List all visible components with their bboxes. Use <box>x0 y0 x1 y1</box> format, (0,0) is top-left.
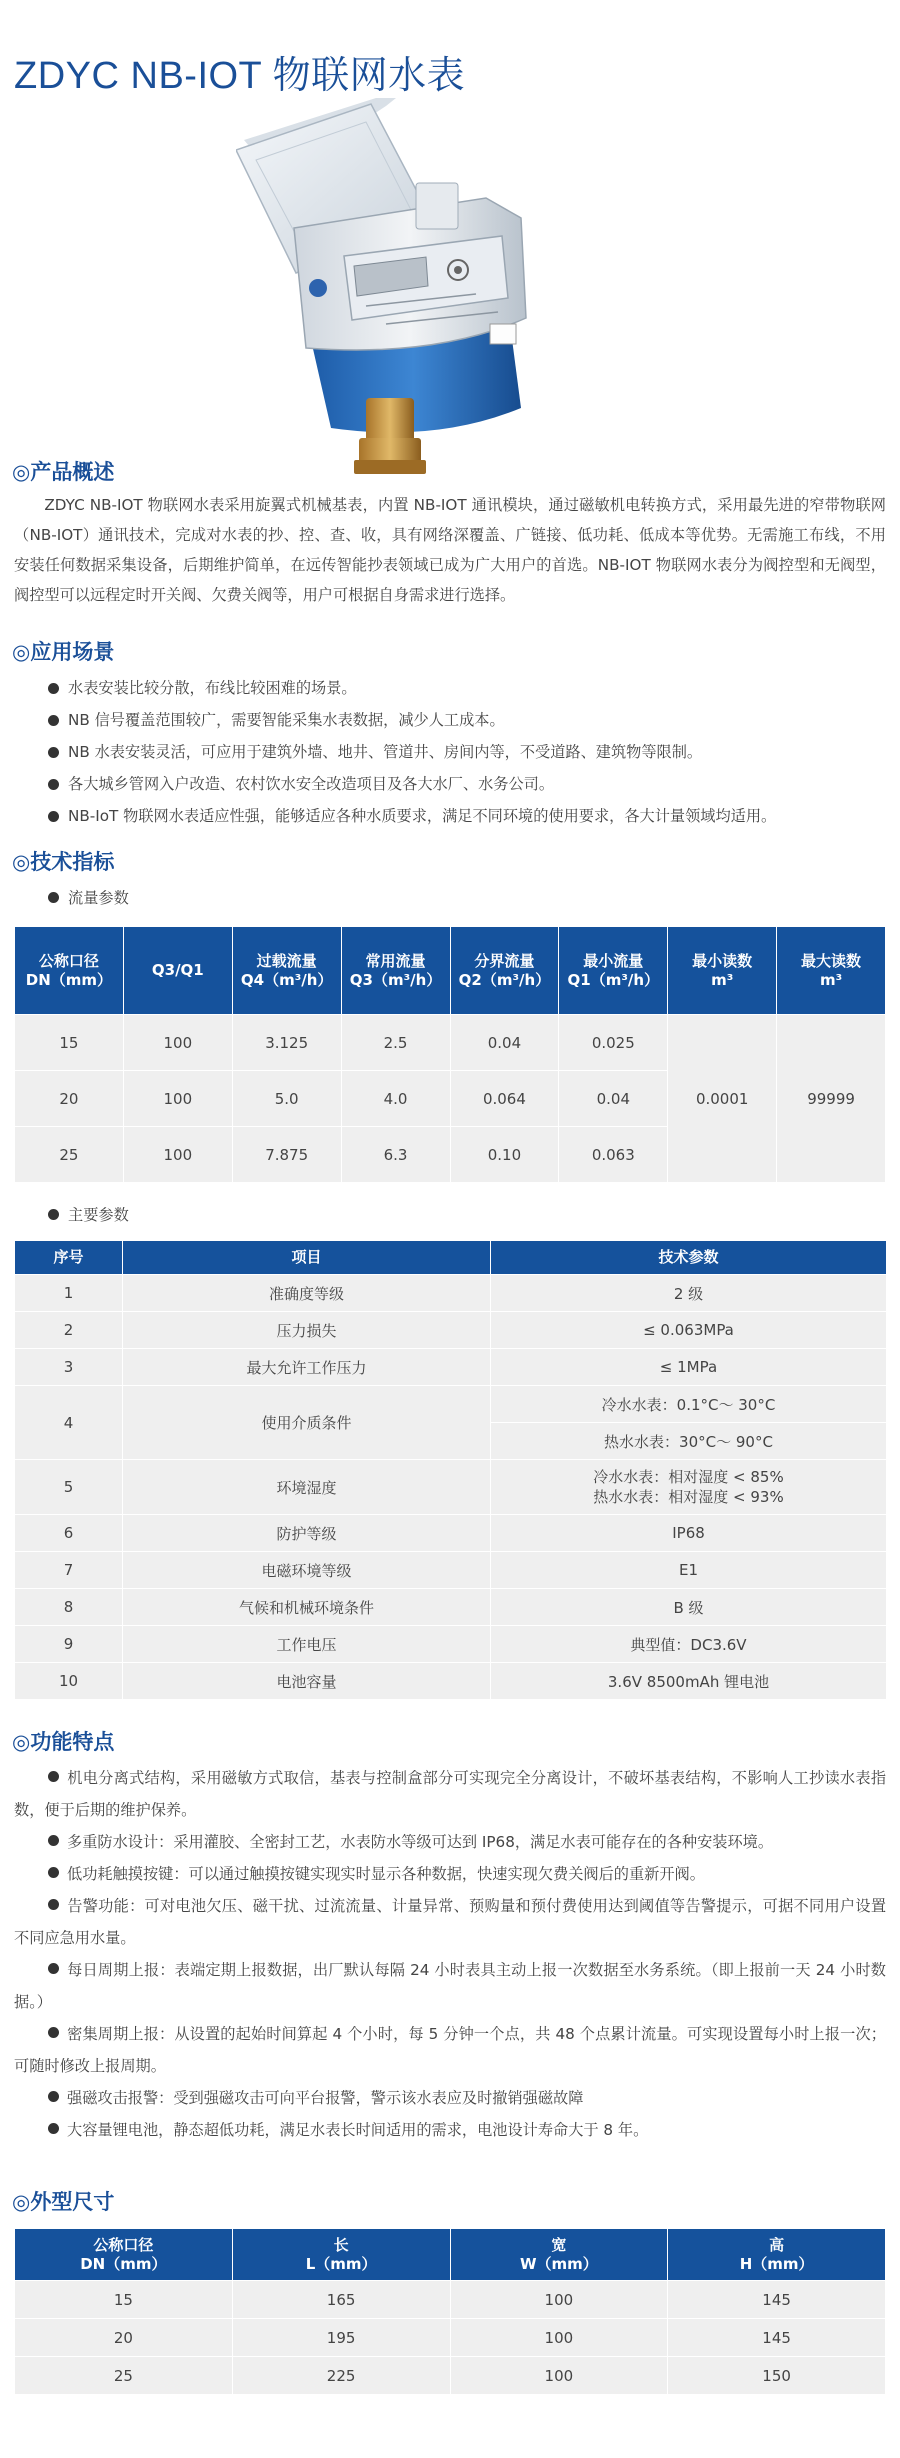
col-item: 项目 <box>123 1241 491 1275</box>
dimensions-table <box>14 2228 886 2395</box>
cell: 8 <box>15 1589 123 1626</box>
col-min-reading: 最小读数 m³ <box>668 927 777 1015</box>
feature-list <box>14 1762 886 2146</box>
cell: 150 <box>668 2357 886 2395</box>
cell: 100 <box>450 2281 668 2319</box>
cell: 7.875 <box>232 1127 341 1183</box>
table-row <box>15 1015 886 1071</box>
cell: 最大允许工作压力 <box>123 1349 491 1386</box>
cell: 电池容量 <box>123 1663 491 1700</box>
table-row <box>15 1275 887 1312</box>
cell: 5 <box>15 1460 123 1515</box>
cell: 环境湿度 <box>123 1460 491 1515</box>
table-row <box>15 2281 886 2319</box>
cell: 10 <box>15 1663 123 1700</box>
scenario-list <box>48 672 898 832</box>
cell: 25 <box>15 1127 124 1183</box>
cell: 9 <box>15 1626 123 1663</box>
list-item: 低功耗触摸按键：可以通过触摸按键实现实时显示各种数据，快速实现欠费关阀后的重新开阀。 <box>14 1858 886 1890</box>
table-header-row <box>15 2229 886 2281</box>
flow-params-label: 流量参数 <box>48 887 129 908</box>
cell: 145 <box>668 2281 886 2319</box>
cell: 0.025 <box>559 1015 668 1071</box>
cell: E1 <box>491 1552 887 1589</box>
cell: 2.5 <box>341 1015 450 1071</box>
bullet-icon <box>48 2123 59 2134</box>
table-row <box>15 1663 887 1700</box>
cell: 电磁环境等级 <box>123 1552 491 1589</box>
cell: 防护等级 <box>123 1515 491 1552</box>
col-length: 长 L（mm） <box>232 2229 450 2281</box>
table-row <box>15 1460 887 1515</box>
overview-text: ZDYC NB-IOT 物联网水表采用旋翼式机械基表，内置 NB-IOT 通讯模块，通过磁敏机电转换方式，采用最先进的窄带物联网（NB-IOT）通讯技术，完成对水表的抄、控、查、收，具有网络深覆盖、广链接、低功耗、低成本等优势。无需施工布线，不用安装任何数据采集设备，后期维护简单，在远传智能抄表领域已成为广大用户的首选。NB-IOT 物联网水表分为阀控型和无阀型，阀控型可以远程定时开关阀、欠费关阀等，用户可根据自身需求进行选择。 <box>14 496 886 604</box>
page-title: ZDYC NB-IOT 物联网水表 <box>14 55 466 97</box>
table-row <box>15 2319 886 2357</box>
main-params-table <box>14 1240 887 1700</box>
cell: 0.04 <box>559 1071 668 1127</box>
col-value: 技术参数 <box>491 1241 887 1275</box>
cell: 4 <box>15 1386 123 1460</box>
section-title-specs: ◎技术指标 <box>12 850 115 874</box>
cell: 气候和机械环境条件 <box>123 1589 491 1626</box>
col-q2: 分界流量 Q2（m³/h） <box>450 927 559 1015</box>
cell: 3.6V 8500mAh 锂电池 <box>491 1663 887 1700</box>
list-item: NB 水表安装灵活，可应用于建筑外墙、地井、管道井、房间内等，不受道路、建筑物等限制。 <box>48 736 898 768</box>
cell: 20 <box>15 2319 233 2357</box>
cell: 4.0 <box>341 1071 450 1127</box>
cell: 2 <box>15 1312 123 1349</box>
cell: 195 <box>232 2319 450 2357</box>
col-q1: 最小流量 Q1（m³/h） <box>559 927 668 1015</box>
cell: 145 <box>668 2319 886 2357</box>
flow-params-table <box>14 926 886 1183</box>
col-q4: 过载流量 Q4（m³/h） <box>232 927 341 1015</box>
bullet-icon <box>48 2091 59 2102</box>
table-row <box>15 2357 886 2395</box>
cell: 0.064 <box>450 1071 559 1127</box>
section-title-features: ◎功能特点 <box>12 1730 115 1754</box>
list-item: 多重防水设计：采用灌胶、全密封工艺，水表防水等级可达到 IP68，满足水表可能存在的各种安装环境。 <box>14 1826 886 1858</box>
cell: 100 <box>123 1071 232 1127</box>
bullet-icon <box>48 1963 59 1974</box>
main-params-label: 主要参数 <box>48 1204 129 1225</box>
table-row <box>15 1626 887 1663</box>
cell: ≤ 0.063MPa <box>491 1312 887 1349</box>
cell: 225 <box>232 2357 450 2395</box>
list-item: NB-IoT 物联网水表适应性强，能够适应各种水质要求，满足不同环境的使用要求，各大计量领域均适用。 <box>48 800 898 832</box>
cell: 25 <box>15 2357 233 2395</box>
bullet-icon <box>48 1867 59 1878</box>
bullet-icon <box>48 1899 59 1910</box>
section-title-dimensions: ◎外型尺寸 <box>12 2190 115 2214</box>
table-row <box>15 1589 887 1626</box>
cell: 100 <box>450 2319 668 2357</box>
col-width: 宽 W（mm） <box>450 2229 668 2281</box>
col-height: 高 H（mm） <box>668 2229 886 2281</box>
cell: 0.04 <box>450 1015 559 1071</box>
col-max-reading: 最大读数 m³ <box>777 927 886 1015</box>
cell: 20 <box>15 1071 124 1127</box>
cell: 压力损失 <box>123 1312 491 1349</box>
bullet-icon <box>48 1835 59 1846</box>
col-dn: 公称口径 DN（mm） <box>15 2229 233 2281</box>
bullet-icon <box>48 2027 59 2038</box>
table-row <box>15 1386 887 1423</box>
cell: 100 <box>123 1127 232 1183</box>
cell: 100 <box>450 2357 668 2395</box>
cell: 6.3 <box>341 1127 450 1183</box>
cell: 0.10 <box>450 1127 559 1183</box>
cell: 冷水水表：相对湿度 < 85% 热水水表：相对湿度 < 93% <box>491 1460 887 1515</box>
list-item: 机电分离式结构，采用磁敏方式取信，基表与控制盒部分可实现完全分离设计，不破坏基表结构，不影响人工抄读水表指数，便于后期的维护保养。 <box>14 1769 886 1819</box>
cell: 典型值：DC3.6V <box>491 1626 887 1663</box>
table-row <box>15 1515 887 1552</box>
col-no: 序号 <box>15 1241 123 1275</box>
col-dn: 公称口径 DN（mm） <box>15 927 124 1015</box>
col-q3: 常用流量 Q3（m³/h） <box>341 927 450 1015</box>
cell: 准确度等级 <box>123 1275 491 1312</box>
cell: B 级 <box>491 1589 887 1626</box>
col-q3q1: Q3/Q1 <box>123 927 232 1015</box>
cell: 2 级 <box>491 1275 887 1312</box>
table-row <box>15 1312 887 1349</box>
min-reading-cell: 0.0001 <box>668 1015 777 1183</box>
cell: 165 <box>232 2281 450 2319</box>
section-title-scenarios: ◎应用场景 <box>12 640 115 664</box>
table-header-row <box>15 927 886 1015</box>
cell: 3.125 <box>232 1015 341 1071</box>
list-item: 告警功能：可对电池欠压、磁干扰、过流流量、计量异常、预购量和预付费使用达到阈值等告警提示，可据不同用户设置不同应急用水量。 <box>14 1897 886 1947</box>
list-item: 大容量锂电池，静态超低功耗，满足水表长时间适用的需求，电池设计寿命大于 8 年。 <box>14 2114 886 2146</box>
cell: IP68 <box>491 1515 887 1552</box>
bullet-icon <box>48 1771 59 1782</box>
cell: 7 <box>15 1552 123 1589</box>
list-item: NB 信号覆盖范围较广，需要智能采集水表数据，减少人工成本。 <box>48 704 898 736</box>
table-row <box>15 1349 887 1386</box>
list-item: 强磁攻击报警：受到强磁攻击可向平台报警，警示该水表应及时撤销强磁故障 <box>14 2082 886 2114</box>
cell: 工作电压 <box>123 1626 491 1663</box>
list-item: 密集周期上报：从设置的起始时间算起 4 个小时，每 5 分钟一个点，共 48 个点累计流量。可实现设置每小时上报一次；可随时修改上报周期。 <box>14 2025 886 2075</box>
cell: 15 <box>15 1015 124 1071</box>
cell: 100 <box>123 1015 232 1071</box>
cell: 6 <box>15 1515 123 1552</box>
table-header-row <box>15 1241 887 1275</box>
cell: 0.063 <box>559 1127 668 1183</box>
cell: 15 <box>15 2281 233 2319</box>
cell: 3 <box>15 1349 123 1386</box>
table-row <box>15 1552 887 1589</box>
max-reading-cell: 99999 <box>777 1015 886 1183</box>
cell: ≤ 1MPa <box>491 1349 887 1386</box>
water-meter-image <box>236 98 566 478</box>
list-item: 各大城乡管网入户改造、农村饮水安全改造项目及各大水厂、水务公司。 <box>48 768 898 800</box>
cell: 1 <box>15 1275 123 1312</box>
cell: 5.0 <box>232 1071 341 1127</box>
list-item: 每日周期上报：表端定期上报数据，出厂默认每隔 24 小时表具主动上报一次数据至水务系统。（即上报前一天 24 小时数据。） <box>14 1961 886 2011</box>
cell: 冷水水表：0.1°C～ 30°C <box>491 1386 887 1423</box>
cell: 使用介质条件 <box>123 1386 491 1460</box>
list-item: 水表安装比较分散，布线比较困难的场景。 <box>48 672 898 704</box>
cell: 热水水表：30°C～ 90°C <box>491 1423 887 1460</box>
section-title-overview: ◎产品概述 <box>12 460 115 484</box>
